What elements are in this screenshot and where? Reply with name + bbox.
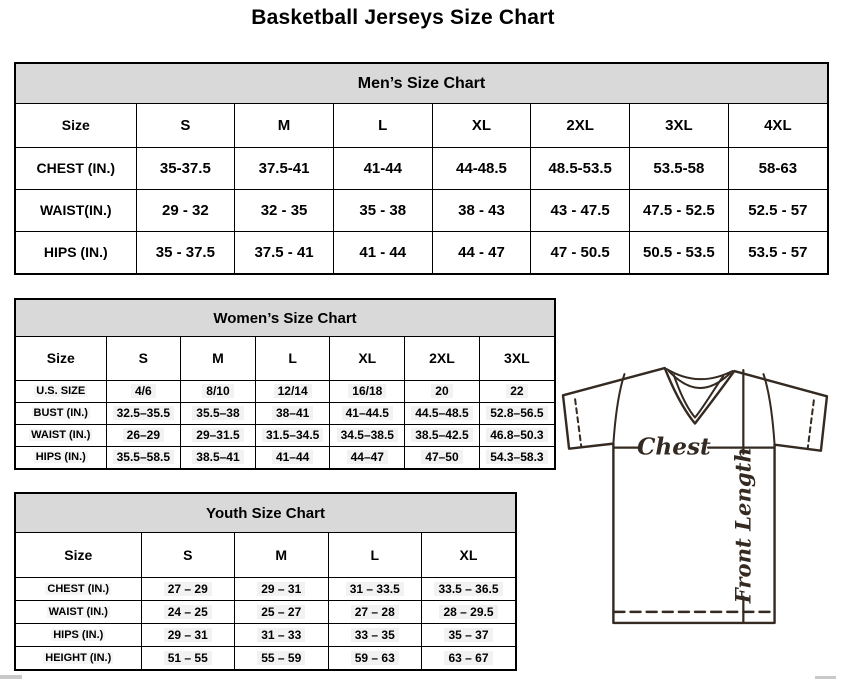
size-value-cell: 16/18 (330, 380, 405, 402)
size-value-cell: 58-63 (728, 147, 827, 189)
size-value-cell: 34.5–38.5 (330, 424, 405, 446)
size-value-cell: 38.5–41 (181, 446, 256, 468)
table-row (16, 231, 827, 273)
column-header-xl: XL (422, 533, 516, 577)
size-value-cell: 32 - 35 (235, 189, 334, 231)
size-value-cell: 46.8–50.3 (479, 424, 554, 446)
size-value-cell: 35 – 37 (422, 623, 516, 646)
column-header-l: L (255, 337, 330, 380)
size-value-cell: 29 - 32 (136, 189, 235, 231)
size-value-cell: 25 – 27 (235, 600, 329, 623)
table-row (16, 402, 554, 424)
row-label: HIPS (IN.) (16, 623, 141, 646)
size-value-cell: 52.5 - 57 (728, 189, 827, 231)
row-label: WAIST(IN.) (16, 189, 136, 231)
column-header-4xl: 4XL (728, 104, 827, 147)
size-value-cell: 20 (405, 380, 480, 402)
row-label: CHEST (IN.) (16, 577, 141, 600)
size-value-cell: 41–44 (255, 446, 330, 468)
size-value-cell: 33 – 35 (328, 623, 422, 646)
row-label: BUST (IN.) (16, 402, 106, 424)
womens-table-title: Women’s Size Chart (16, 300, 554, 337)
size-value-cell: 4/6 (106, 380, 181, 402)
size-value-cell: 33.5 – 36.5 (422, 577, 516, 600)
column-header-m: M (181, 337, 256, 380)
row-label: HIPS (IN.) (16, 231, 136, 273)
size-value-cell: 28 – 29.5 (422, 600, 516, 623)
size-value-cell: 8/10 (181, 380, 256, 402)
size-value-cell: 37.5 - 41 (235, 231, 334, 273)
table-row (16, 147, 827, 189)
column-header-2xl: 2XL (531, 104, 630, 147)
size-value-cell: 31 – 33.5 (328, 577, 422, 600)
row-label: CHEST (IN.) (16, 147, 136, 189)
size-value-cell: 32.5–35.5 (106, 402, 181, 424)
size-value-cell: 48.5-53.5 (531, 147, 630, 189)
column-header-xl: XL (432, 104, 531, 147)
table-row (16, 446, 554, 468)
size-value-cell: 29 – 31 (141, 623, 235, 646)
size-value-cell: 47–50 (405, 446, 480, 468)
size-value-cell: 26–29 (106, 424, 181, 446)
column-header-m: M (235, 533, 329, 577)
mens-size-chart-table (14, 62, 829, 275)
size-value-cell: 24 – 25 (141, 600, 235, 623)
size-value-cell: 35.5–58.5 (106, 446, 181, 468)
size-value-cell: 47.5 - 52.5 (630, 189, 729, 231)
size-value-cell: 41-44 (333, 147, 432, 189)
table-row (16, 189, 827, 231)
column-header-xl: XL (330, 337, 405, 380)
table-row (16, 623, 515, 646)
table-row (16, 577, 515, 600)
column-header-3xl: 3XL (630, 104, 729, 147)
size-value-cell: 53.5 - 57 (728, 231, 827, 273)
size-value-cell: 55 – 59 (235, 646, 329, 669)
column-header-3xl: 3XL (479, 337, 554, 380)
row-label: HIPS (IN.) (16, 446, 106, 468)
size-value-cell: 63 – 67 (422, 646, 516, 669)
column-header-s: S (106, 337, 181, 380)
size-value-cell: 12/14 (255, 380, 330, 402)
table-row (16, 646, 515, 669)
cutoff-fragment-left (0, 675, 22, 679)
size-value-cell: 38–41 (255, 402, 330, 424)
table-row (16, 380, 554, 402)
size-value-cell: 29 – 31 (235, 577, 329, 600)
size-value-cell: 44 - 47 (432, 231, 531, 273)
row-label: WAIST (IN.) (16, 600, 141, 623)
jersey-left-cuff-dashed (575, 399, 581, 445)
size-value-cell: 29–31.5 (181, 424, 256, 446)
size-value-cell: 27 – 28 (328, 600, 422, 623)
size-value-cell: 35-37.5 (136, 147, 235, 189)
size-value-cell: 37.5-41 (235, 147, 334, 189)
size-value-cell: 44-48.5 (432, 147, 531, 189)
size-column-header: Size (16, 104, 136, 147)
size-value-cell: 43 - 47.5 (531, 189, 630, 231)
row-label: WAIST (IN.) (16, 424, 106, 446)
size-value-cell: 54.3–58.3 (479, 446, 554, 468)
column-header-l: L (328, 533, 422, 577)
youth-size-chart-table (14, 492, 517, 671)
chest-label: Chest (636, 433, 711, 461)
jersey-measurement-diagram (561, 361, 833, 625)
size-value-cell: 50.5 - 53.5 (630, 231, 729, 273)
page-title: Basketball Jerseys Size Chart (251, 6, 555, 29)
size-value-cell: 51 – 55 (141, 646, 235, 669)
size-value-cell: 38.5–42.5 (405, 424, 480, 446)
size-value-cell: 31.5–34.5 (255, 424, 330, 446)
size-value-cell: 59 – 63 (328, 646, 422, 669)
row-label: U.S. SIZE (16, 380, 106, 402)
size-value-cell: 31 – 33 (235, 623, 329, 646)
jersey-left-armhole-seam (613, 374, 624, 444)
size-value-cell: 41 - 44 (333, 231, 432, 273)
size-value-cell: 47 - 50.5 (531, 231, 630, 273)
table-row (16, 600, 515, 623)
column-header-s: S (141, 533, 235, 577)
youth-table-title: Youth Size Chart (16, 494, 515, 533)
size-value-cell: 27 – 29 (141, 577, 235, 600)
size-value-cell: 52.8–56.5 (479, 402, 554, 424)
size-value-cell: 44–47 (330, 446, 405, 468)
column-header-l: L (333, 104, 432, 147)
jersey-outline-drawing (561, 361, 833, 625)
column-header-s: S (136, 104, 235, 147)
size-value-cell: 38 - 43 (432, 189, 531, 231)
table-row (16, 424, 554, 446)
front-length-label: Front Length (730, 447, 756, 604)
row-label: HEIGHT (IN.) (16, 646, 141, 669)
size-value-cell: 44.5–48.5 (405, 402, 480, 424)
size-value-cell: 41–44.5 (330, 402, 405, 424)
womens-size-chart-table (14, 298, 556, 470)
jersey-right-armhole-seam (763, 374, 774, 445)
size-value-cell: 53.5-58 (630, 147, 729, 189)
size-column-header: Size (16, 337, 106, 380)
column-header-2xl: 2XL (405, 337, 480, 380)
size-value-cell: 35 - 37.5 (136, 231, 235, 273)
cutoff-next-table-border (18, 669, 505, 671)
jersey-right-cuff-dashed (808, 400, 814, 447)
column-header-m: M (235, 104, 334, 147)
size-value-cell: 22 (479, 380, 554, 402)
mens-table-title: Men’s Size Chart (16, 64, 827, 104)
size-value-cell: 35.5–38 (181, 402, 256, 424)
size-value-cell: 35 - 38 (333, 189, 432, 231)
size-column-header: Size (16, 533, 141, 577)
